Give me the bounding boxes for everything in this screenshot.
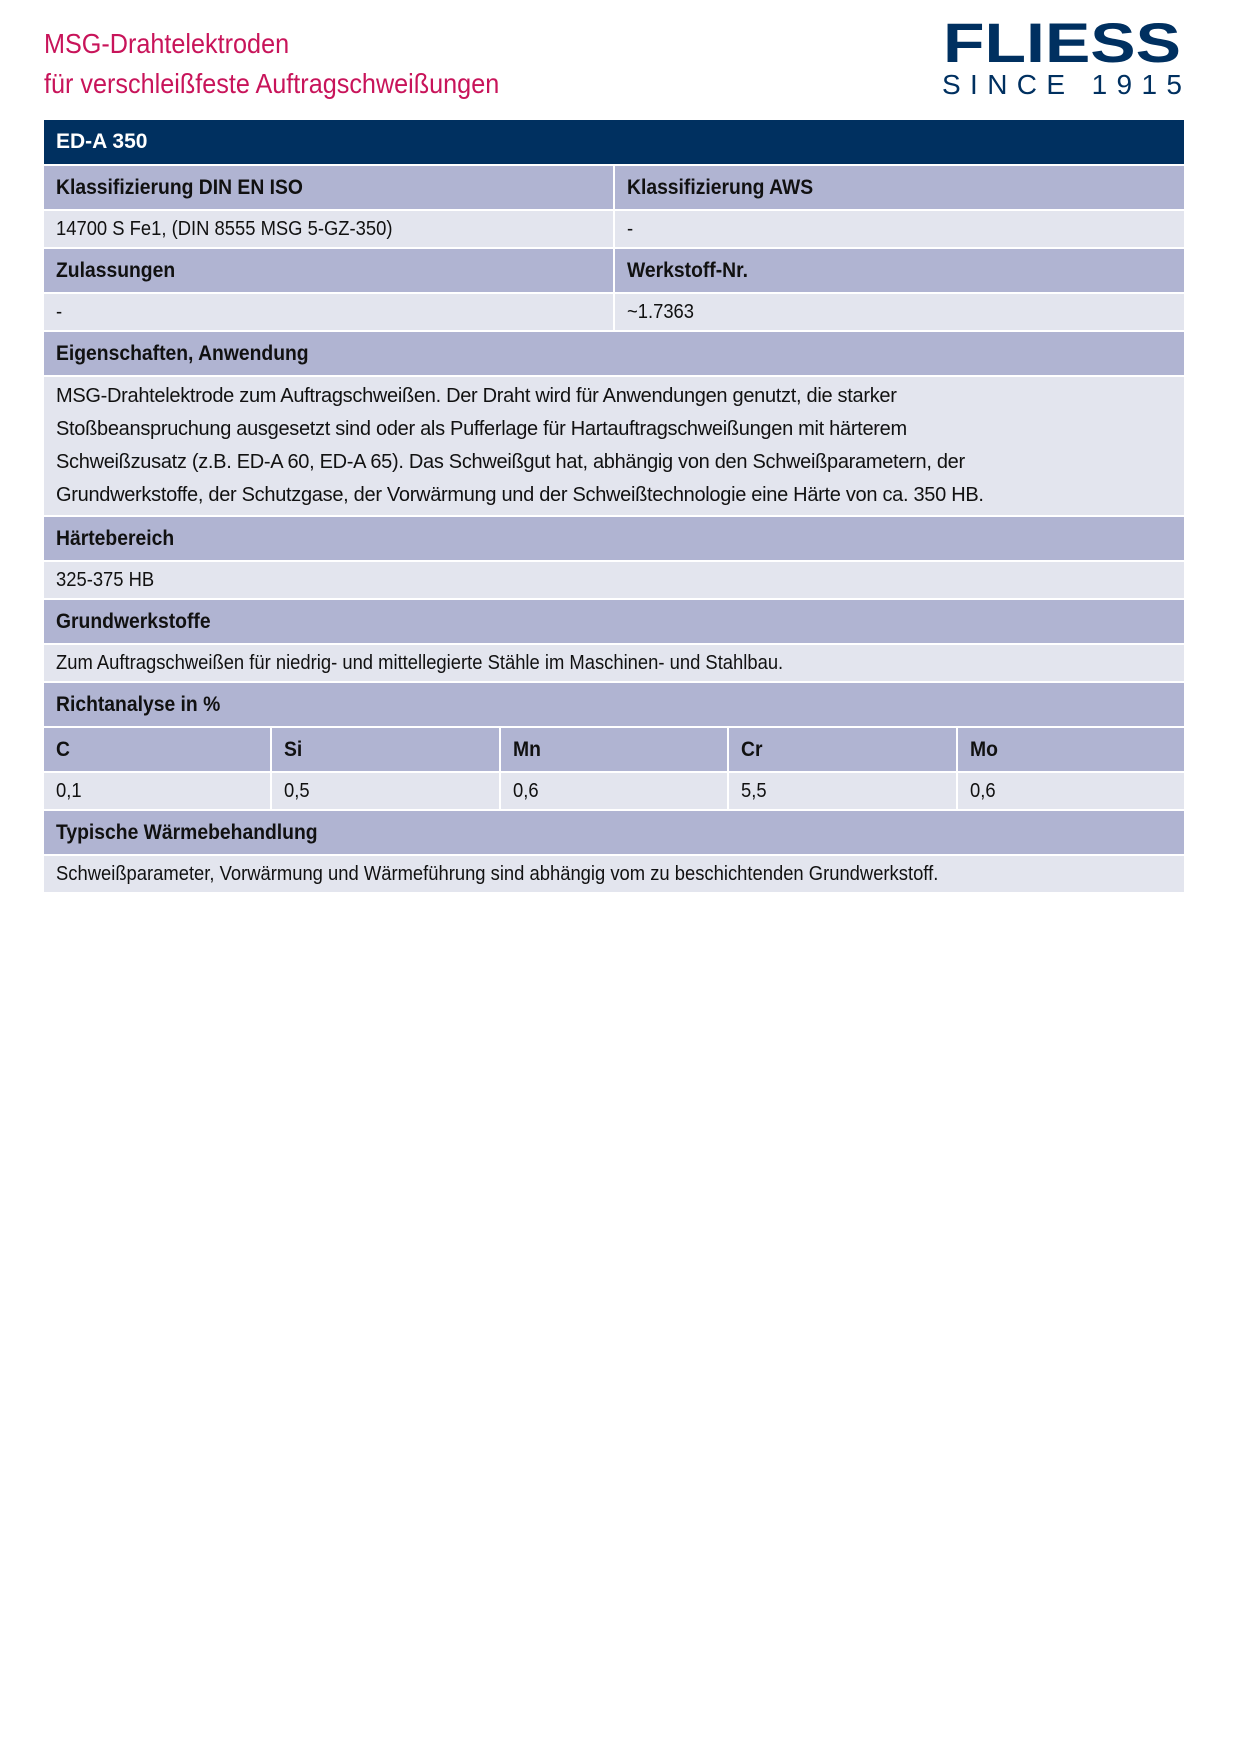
heat-treatment-label	[44, 811, 1184, 854]
cell-text: Grundwerkstoffe	[56, 609, 211, 633]
approvals-value	[44, 294, 613, 330]
fliess-logo	[940, 14, 1185, 102]
classification-iso-label	[44, 166, 613, 209]
cell-text: Eigenschaften, Anwendung	[56, 341, 309, 365]
base-materials-value	[44, 645, 1184, 681]
cell-text: -	[627, 217, 634, 240]
cell-text: Zum Auftragschweißen für niedrig- und mittellegierte Stähle im Maschinen- und Stahlbau.	[56, 651, 784, 674]
document-title	[44, 24, 499, 104]
heat-treatment-value-row	[44, 856, 1184, 892]
properties-line-1: MSG-Drahtelektrode zum Auftragschweißen. Der Draht wird für Anwendungen genutzt, die starker	[56, 385, 897, 407]
cell-text: 14700 S Fe1, (DIN 8555 MSG 5-GZ-350)	[56, 217, 393, 240]
classification-aws-value	[615, 211, 1184, 247]
analysis-element-si	[272, 728, 498, 771]
cell-text: 0,6	[969, 779, 996, 802]
approvals-label-row	[44, 249, 1184, 292]
logo-wordmark: FLIESS	[943, 14, 1181, 74]
hardness-label-row	[44, 517, 1184, 560]
cell-text: -	[56, 300, 63, 323]
analysis-values-row	[44, 773, 1184, 809]
properties-line-4: Grundwerkstoffe, der Schutzgase, der Vorwärmung und der Schweißtechnologie eine Härte von ca. 350 HB.	[56, 484, 984, 506]
cell-text: Klassifizierung DIN EN ISO	[56, 175, 303, 199]
hardness-value-row	[44, 562, 1184, 598]
cell-text: 325-375 HB	[56, 568, 155, 591]
analysis-label-row	[44, 683, 1184, 726]
analysis-value-mn	[501, 773, 727, 809]
cell-text: Zulassungen	[56, 258, 176, 282]
analysis-value-c	[44, 773, 270, 809]
product-datasheet	[44, 120, 1184, 894]
classification-label-row	[44, 166, 1184, 209]
properties-line-3: Schweißzusatz (z.B. ED-A 60, ED-A 65). Das Schweißgut hat, abhängig von den Schweißparametern, der	[56, 451, 965, 473]
analysis-label	[44, 683, 1184, 726]
cell-text: Si	[284, 737, 303, 761]
heat-treatment-value	[44, 856, 1184, 892]
cell-text: Klassifizierung AWS	[627, 175, 814, 199]
cell-text: 5,5	[741, 779, 767, 802]
properties-line-2: Stoßbeanspruchung ausgesetzt sind oder als Pufferlage für Hartauftragschweißungen mit härterem	[56, 418, 907, 440]
base-materials-label-row	[44, 600, 1184, 643]
properties-value-row	[44, 377, 1184, 515]
product-name: ED-A 350	[56, 130, 148, 153]
cell-text: ~1.7363	[627, 300, 695, 323]
logo-tagline: SINCE 1915	[942, 69, 1182, 100]
cell-text: Cr	[741, 737, 763, 761]
analysis-elements-row	[44, 728, 1184, 771]
hardness-label	[44, 517, 1184, 560]
title-line-2: für verschleißfeste Auftragschweißungen	[44, 68, 500, 99]
analysis-element-cr	[729, 728, 955, 771]
analysis-element-mo	[958, 728, 1184, 771]
product-name-bar	[44, 120, 1184, 164]
analysis-value-cr	[729, 773, 955, 809]
classification-aws-label	[615, 166, 1184, 209]
cell-text: Härtebereich	[56, 526, 175, 550]
material-number-value	[615, 294, 1184, 330]
title-line-1: MSG-Drahtelektroden	[44, 28, 290, 59]
cell-text: C	[56, 737, 70, 761]
analysis-value-si	[272, 773, 498, 809]
cell-text: Mo	[969, 737, 998, 761]
cell-text: Richtanalyse in %	[56, 692, 221, 716]
cell-text: 0,6	[512, 779, 539, 802]
approvals-label	[44, 249, 613, 292]
hardness-value	[44, 562, 1184, 598]
base-materials-label	[44, 600, 1184, 643]
cell-text: Werkstoff-Nr.	[627, 258, 748, 282]
classification-value-row	[44, 211, 1184, 247]
base-materials-value-row	[44, 645, 1184, 681]
approvals-value-row	[44, 294, 1184, 330]
material-number-label	[615, 249, 1184, 292]
analysis-element-mn	[501, 728, 727, 771]
classification-iso-value	[44, 211, 613, 247]
analysis-element-c	[44, 728, 270, 771]
cell-text: Typische Wärmebehandlung	[56, 820, 318, 844]
analysis-value-mo	[958, 773, 1184, 809]
properties-text	[44, 377, 1184, 515]
properties-label	[44, 332, 1184, 375]
cell-text: 0,5	[284, 779, 310, 802]
cell-text: 0,1	[56, 779, 82, 802]
cell-text: Mn	[512, 737, 541, 761]
cell-text: Schweißparameter, Vorwärmung und Wärmeführung sind abhängig vom zu beschichtenden Grundwerkstoff.	[56, 862, 939, 885]
properties-label-row	[44, 332, 1184, 375]
heat-treatment-label-row	[44, 811, 1184, 854]
